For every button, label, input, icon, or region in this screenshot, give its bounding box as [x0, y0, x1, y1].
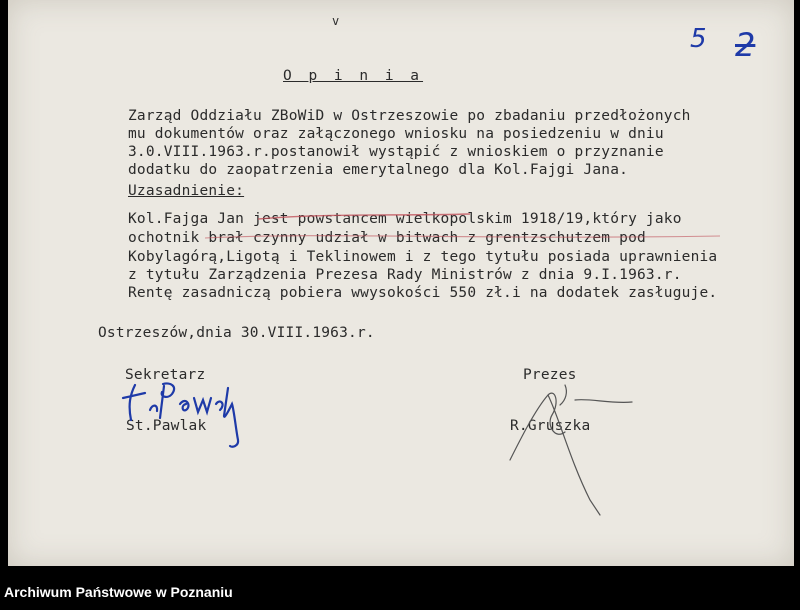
archive-footer	[0, 570, 800, 610]
body-line-4: dodatku do zaopatrzenia emerytalnego dla Kol.Fajgi Jana.	[128, 162, 629, 178]
justification-line-3: Kobylagórą,Ligotą i Teklinowem i z tego tytułu posiada uprawnienia	[128, 249, 718, 265]
place-date: Ostrzeszów,dnia 30.VIII.1963.r.	[98, 325, 375, 341]
justification-line-2: ochotnik brał czynny udział w bitwach z grentzschutzem pod	[128, 230, 646, 246]
justification-line-1: Kol.Fajga Jan jest powstancem wielkopolskim 1918/19,który jako	[128, 211, 682, 227]
secretary-signature	[123, 383, 238, 446]
body-line-2: mu dokumentów oraz załączonego wniosku na posiedzeniu w dniu	[128, 126, 664, 142]
secretary-name: St.Pawlak	[126, 418, 207, 434]
body-line-1: Zarząd Oddziału ZBoWiD w Ostrzeszowie po zbadaniu przedłożonych	[128, 108, 691, 124]
justification-heading: Uzasadnienie:	[128, 183, 245, 199]
archive-label: Archiwum Państwowe w Poznaniu	[4, 584, 233, 600]
red-pencil-underline-2	[205, 236, 720, 238]
red-pencil-underline	[258, 214, 470, 219]
top-mark: v	[332, 14, 340, 28]
page-number: 5	[690, 24, 707, 54]
justification-line-5: Rentę zasadniczą pobiera wwysokości 550 zł.i na dodatek zasługuje.	[128, 285, 718, 301]
president-role: Prezes	[523, 367, 577, 383]
page-mark: 2	[735, 26, 756, 64]
president-signature	[510, 385, 632, 515]
justification-line-4: z tytułu Zarządzenia Prezesa Rady Ministrów z dnia 9.I.1963.r.	[128, 267, 682, 283]
body-line-3: 3.0.VIII.1963.r.postanowił wystąpić z wnioskiem o przyznanie	[128, 144, 664, 160]
secretary-role: Sekretarz	[125, 367, 206, 383]
document-title: O p i n i a	[283, 68, 424, 84]
president-name: R.Gruszka	[510, 418, 591, 434]
